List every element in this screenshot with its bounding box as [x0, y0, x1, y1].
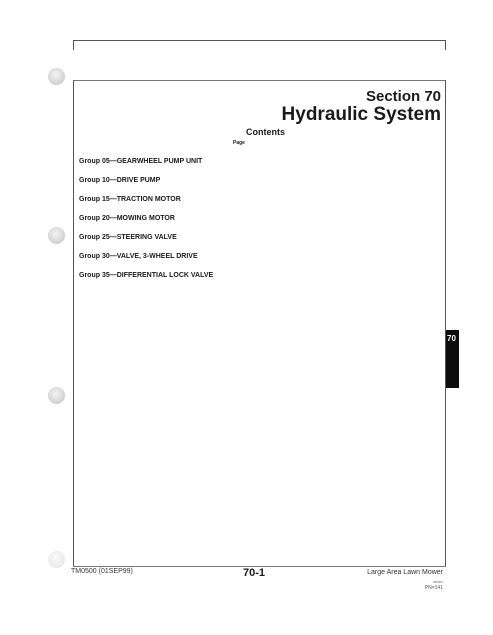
footer-pn: PN=141	[424, 585, 443, 591]
group-entry-10[interactable]: Group 10—DRIVE PUMP	[79, 177, 161, 184]
binder-hole-icon	[48, 227, 65, 244]
frame-corner-left	[73, 40, 74, 50]
manual-id: TM0500 (01SEP99)	[71, 568, 133, 575]
frame-left-line	[73, 80, 74, 566]
section-title: Hydraulic System	[281, 104, 441, 125]
section-tab[interactable]	[446, 330, 459, 388]
section-tab-label: 70	[447, 334, 456, 343]
group-entry-20[interactable]: Group 20—MOWING MOTOR	[79, 215, 175, 222]
contents-heading: Contents	[246, 127, 285, 137]
group-entry-35[interactable]: Group 35—DIFFERENTIAL LOCK VALVE	[79, 272, 214, 279]
product-name: Large Area Lawn Mower	[367, 569, 443, 576]
group-entry-05[interactable]: Group 05—GEARWHEEL PUMP UNIT	[79, 158, 203, 165]
header-rule	[73, 80, 446, 81]
binder-hole-icon	[48, 68, 65, 85]
footer-code: 080900	[432, 580, 443, 584]
binder-hole-icon	[48, 387, 65, 404]
group-entry-25[interactable]: Group 25—STEERING VALVE	[79, 234, 177, 241]
section-label: Section 70	[365, 88, 441, 105]
frame-right-line	[445, 80, 446, 566]
page-number: 70-1	[243, 567, 266, 579]
group-entry-30[interactable]: Group 30—VALVE, 3-WHEEL DRIVE	[79, 253, 198, 260]
frame-top-line	[73, 40, 446, 41]
binder-hole-icon	[48, 551, 65, 568]
page-column-label: Page	[233, 140, 245, 146]
group-entry-15[interactable]: Group 15—TRACTION MOTOR	[79, 196, 181, 203]
group-list	[79, 158, 213, 291]
frame-corner-right	[445, 40, 446, 50]
